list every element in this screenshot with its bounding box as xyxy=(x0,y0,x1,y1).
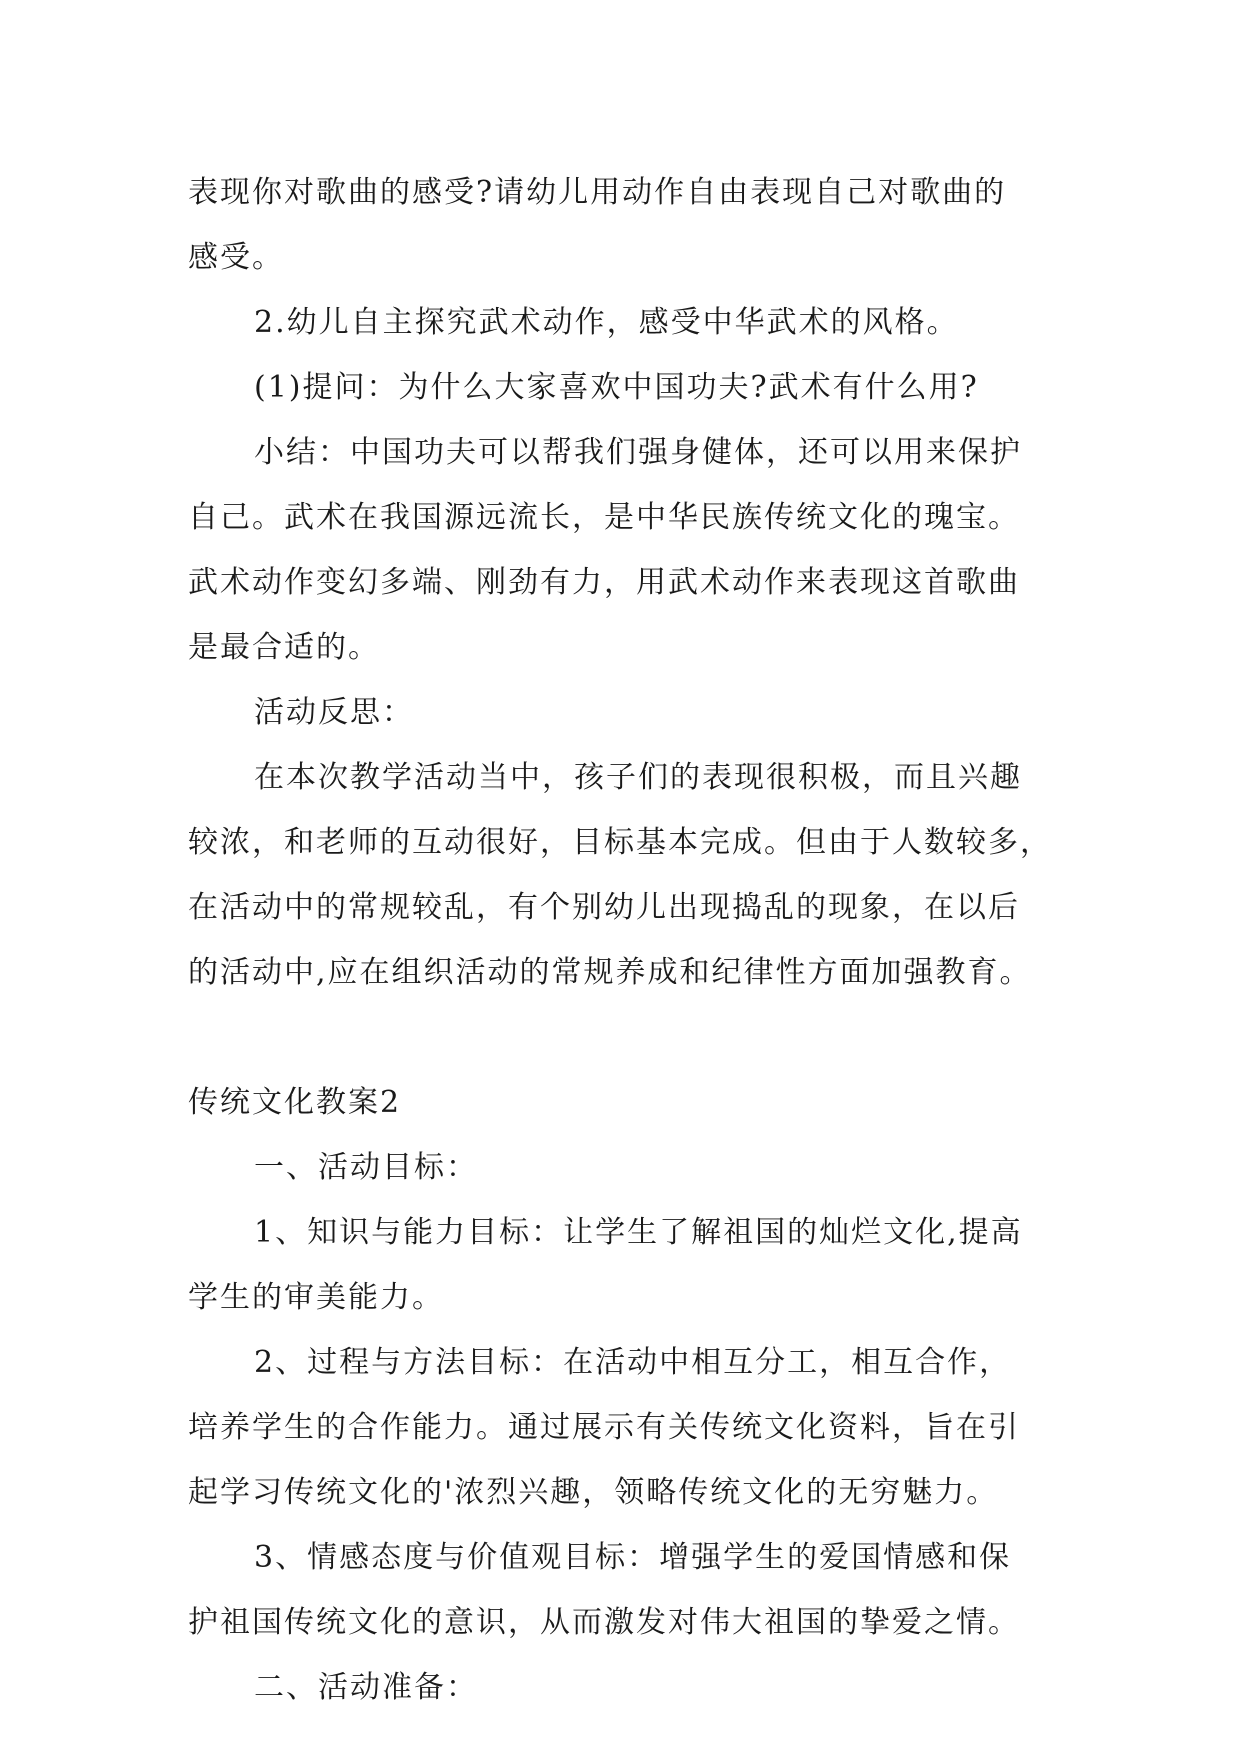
paragraph-reflection-heading: 活动反思： xyxy=(254,695,414,730)
goal-knowledge-ability: 1、知识与能力目标：让学生了解祖国的灿烂文化,提高 学生的审美能力。 xyxy=(188,1215,1023,1315)
document-body xyxy=(188,160,1068,1720)
paragraph-question: (1)提问：为什么大家喜欢中国功夫?武术有什么用? xyxy=(254,370,979,405)
paragraph-reflection: 在本次教学活动当中，孩子们的表现很积极，而且兴趣 较浓，和老师的互动很好，目标基本完成。但由于人数较多， 在活动中的常规较乱，有个别幼儿出现捣乱的现象，在以后 的活动中,应在组织活动的常规养成和纪律性方面加强教育。 xyxy=(188,760,1052,990)
paragraph-explore-martial-arts: 2.幼儿自主探究武术动作，感受中华武术的风格。 xyxy=(254,305,959,340)
heading-activity-goals: 一、活动目标： xyxy=(254,1150,478,1185)
goal-process-method: 2、过程与方法目标：在活动中相互分工，相互合作， 培养学生的合作能力。通过展示有关传统文化资料，旨在引 起学习传统文化的'浓烈兴趣，领略传统文化的无穷魅力。 xyxy=(188,1345,1020,1510)
heading-activity-preparation: 二、活动准备： xyxy=(254,1670,478,1705)
section-gap xyxy=(188,1005,1068,1070)
paragraph-song-feeling: 表现你对歌曲的感受?请幼儿用动作自由表现自己对歌曲的 感受。 xyxy=(188,175,1007,275)
paragraph-summary: 小结：中国功夫可以帮我们强身健体，还可以用来保护 自己。武术在我国源远流长，是中华民族传统文化的瑰宝。 武术动作变幻多端、刚劲有力，用武术动作来表现这首歌曲 是最合适的。 xyxy=(188,435,1022,665)
goal-emotion-values: 3、情感态度与价值观目标：增强学生的爱国情感和保 护祖国传统文化的意识，从而激发对伟大祖国的挚爱之情。 xyxy=(188,1540,1020,1640)
section-title: 传统文化教案2 xyxy=(188,1085,402,1120)
